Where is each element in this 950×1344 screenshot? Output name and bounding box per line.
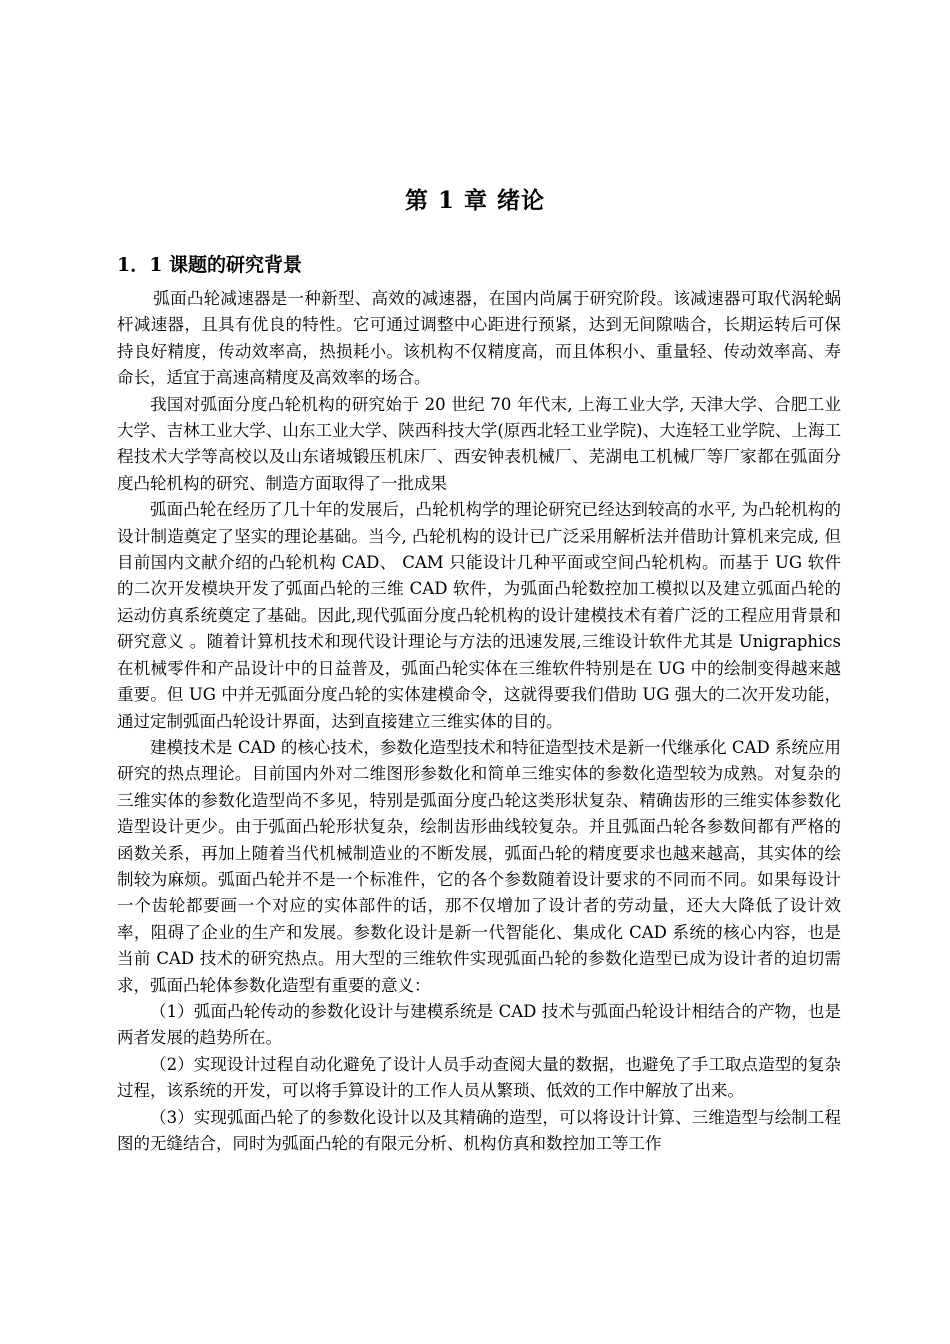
paragraph-5: （1）弧面凸轮传动的参数化设计与建模系统是 CAD 技术与弧面凸轮设计相结合的产物，也是两者发展的趋势所在。 xyxy=(117,1001,841,1048)
paragraph-6: （2）实现设计过程自动化避免了设计人员手动查阅大量的数据，也避免了手工取点造型的复杂过程，该系统的开发，可以将手算设计的工作人员从繁琐、低效的工作中解放了出来。 xyxy=(117,1054,841,1101)
paragraph-3: 弧面凸轮在经历了几十年的发展后，凸轮机构学的理论研究已经达到较高的水平, 为凸轮机构的设计制造奠定了坚实的理论基础。当今, 凸轮机构的设计已广泛采用解析法并借助计算机来完成, 但目前国内文献介绍的凸轮机构 CAD、 CAM 只能设计几种平面或空间凸轮机构。而基于 UG 软件的二次开发模块开发了弧面凸轮的三维 CAD 软件，为弧面凸轮数控加工模拟以及建立弧面凸轮的运动仿真系统奠定了基础。因此,现代弧面分度凸轮机构的设计建模技术有着广泛的工程应用背景和研究意义 。随着计算机技术和现代设计理论与方法的迅速发展,三维设计软件尤其是 Unigraphics 在机械零件和产品设计中的日益普及，弧面凸轮实体在三维软件特别是在 UG 中的绘制变得越来越重要。但 UG 中并无弧面分度凸轮的实体建模命令，这就得要我们借助 UG 强大的二次开发功能，通过定制弧面凸轮设计界面，达到直接建立三维实体的目的。 xyxy=(117,500,841,731)
chapter-title: 第 1 章 绪论 xyxy=(404,187,546,214)
paragraph-1: 弧面凸轮减速器是一种新型、高效的减速器，在国内尚属于研究阶段。该减速器可取代涡轮蜗杆减速器，且具有优良的特性。它可通过调整中心距进行预紧，达到无间隙啮合，长期运转后可保持良好精度，传动效率高，热损耗小。该机构不仅精度高，而且体积小、重量轻、传动效率高、寿命长，适宜于高速高精度及高效率的场合。 xyxy=(117,289,841,388)
paragraph-4: 建模技术是 CAD 的核心技术，参数化造型技术和特征造型技术是新一代继承化 CAD 系统应用研究的热点理论。目前国内外对二维图形参数化和简单三维实体的参数化造型较为成熟。对复杂的三维实体的参数化造型尚不多见，特别是弧面分度凸轮这类形状复杂、精确齿形的三维实体参数化造型设计更少。由于弧面凸轮形状复杂，绘制齿形曲线较复杂。并且弧面凸轮各参数间都有严格的函数关系，再加上随着当代机械制造业的不断发展，弧面凸轮的精度要求也越来越高，其实体的绘制较为麻烦。弧面凸轮并不是一个标准件，它的各个参数随着设计要求的不同而不同。如果每设计一个齿轮都要画一个对应的实体部件的话，那不仅增加了设计者的劳动量，还大大降低了设计效率，阻碍了企业的生产和发展。参数化设计是新一代智能化、集成化 CAD 系统的核心内容，也是当前 CAD 技术的研究热点。用大型的三维软件实现弧面凸轮的参数化造型已成为设计者的迫切需求，弧面凸轮体参数化造型有重要的意义： xyxy=(117,737,841,995)
paragraph-7: （3）实现弧面凸轮了的参数化设计以及其精确的造型，可以将设计计算、三维造型与绘制工程图的无缝结合，同时为弧面凸轮的有限元分析、机构仿真和数控加工等工作 xyxy=(117,1107,841,1153)
paragraph-2: 我国对弧面分度凸轮机构的研究始于 20 世纪 70 年代末, 上海工业大学, 天津大学、合肥工业大学、吉林工业大学、山东工业大学、陕西科技大学(原西北轻工业学院)、大连轻工业学院、上海工程技术大学等高校以及山东诸城锻压机床厂、西安钟表机械厂、芜湖电工机械厂等厂家都在弧面分度凸轮机构的研究、制造方面取得了一批成果 xyxy=(117,394,841,493)
body-text xyxy=(117,286,841,1157)
section-heading: 1．1 课题的研究背景 xyxy=(117,254,303,276)
